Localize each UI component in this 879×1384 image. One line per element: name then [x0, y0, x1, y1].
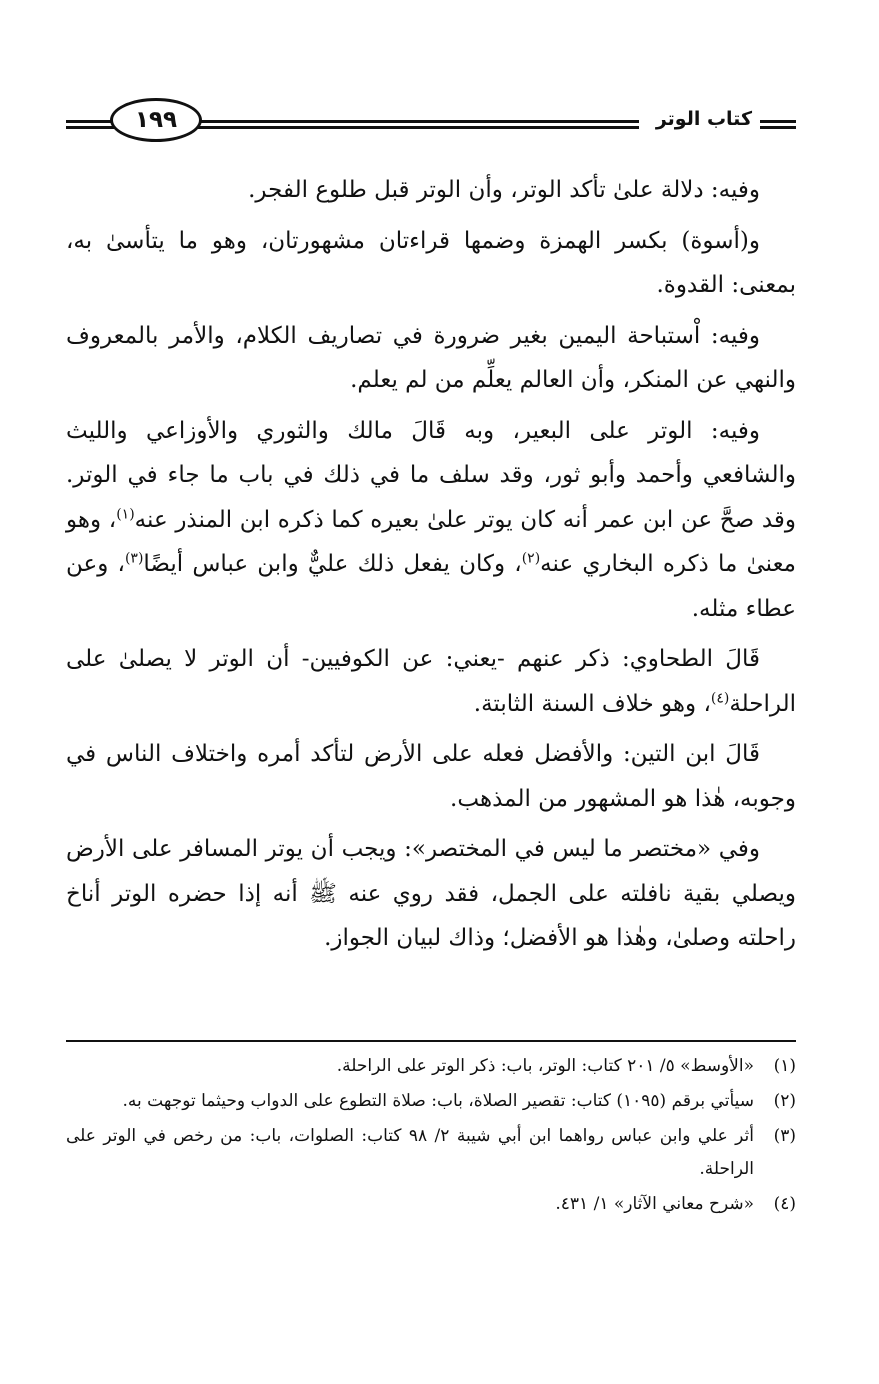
footnote: [66, 1050, 796, 1083]
header-rule-middle: [184, 120, 639, 123]
paragraph: وفيه: اْستباحة اليمين بغير ضرورة في تصاريف الكلام، والأمر بالمعروف والنهي عن المنكر، وأن العالم يعلِّم من لم يعلم.: [66, 322, 796, 393]
footnote-mark: (٤): [710, 689, 730, 706]
footnote-mark: (٣): [124, 550, 144, 567]
page-number: ١٩٩: [110, 98, 202, 142]
footnote: [66, 1120, 796, 1186]
footnote-text: «شرح معاني الآثار» ١/ ٤٣١.: [555, 1194, 754, 1214]
header-rule-right: [760, 120, 796, 123]
paragraph: وفي «مختصر ما ليس في المختصر»: ويجب أن يوتر المسافر على الأرض ويصلي بقية نافلته على الجمل، فقد روي عنه ﷺ أنه إذا حضره الوتر أناخ راحلته وصلىٰ، وهٰذا هو الأفضل؛ وذاك لبيان الجواز.: [66, 836, 796, 951]
footnote-mark: (٢): [521, 550, 541, 567]
footnote-text: سيأتي برقم (١٠٩٥) كتاب: تقصير الصلاة، باب: صلاة التطوع على الدواب وحيثما توجهت به.: [122, 1091, 754, 1111]
paragraph: قَالَ ابن التين: والأفضل فعله على الأرض لتأكد أمره واختلاف الناس في وجوبه، هٰذا هو المشهور من المذهب.: [66, 741, 796, 812]
footnote-number: (١): [773, 1056, 796, 1076]
running-title: كتاب الوتر: [655, 108, 752, 130]
footnote-number: (٣): [773, 1126, 796, 1146]
page-header: [66, 96, 796, 152]
footnote: [66, 1188, 796, 1221]
footnote-separator: [66, 1040, 796, 1042]
paragraph: وفيه: الوتر على البعير، وبه قَالَ مالك والثوري والأوزاعي والليث والشافعي وأحمد وأبو ثور، وقد سلف ما في ذلك في باب ما جاء في الوتر. وقد صحَّ عن ابن عمر أنه كان يوتر علىٰ بعيره كما ذكره ابن المنذر عنه$^{(١)}$، وهو معنىٰ ما ذكره البخاري عنه$^{(٢)}$، وكان يفعل ذلك عليٌّ وابن عباس أيضًا$^{(٣)}$، وعن عطاء مثله.: [66, 417, 796, 622]
header-rule-right-2: [760, 126, 796, 129]
footnotes: [66, 1050, 796, 1223]
paragraph: وفيه: دلالة علىٰ تأكد الوتر، وأن الوتر قبل طلوع الفجر.: [248, 177, 760, 203]
footnote-number: (٤): [773, 1194, 796, 1214]
footnote-mark: (١): [116, 505, 135, 522]
footnote-number: (٢): [773, 1091, 796, 1111]
paragraph: و(أسوة) بكسر الهمزة وضمها قراءتان مشهورتان، وهو ما يتأسىٰ به، بمعنى: القدوة.: [66, 227, 796, 298]
footnote-text: أثر علي وابن عباس رواهما ابن أبي شيبة ٢/ ٩٨ كتاب: الصلوات، باب: من رخص في الوتر على الراحلة.: [66, 1126, 754, 1179]
footnote: [66, 1085, 796, 1118]
header-rule-middle-2: [184, 126, 639, 129]
footnote-text: «الأوسط» ٥/ ٢٠١ كتاب: الوتر، باب: ذكر الوتر على الراحلة.: [336, 1056, 754, 1076]
main-text: [66, 168, 796, 967]
paragraph: قَالَ الطحاوي: ذكر عنهم -يعني: عن الكوفيين- أن الوتر لا يصلىٰ على الراحلة$^{(٤)}$، وهو خلاف السنة الثابتة.: [66, 646, 796, 717]
